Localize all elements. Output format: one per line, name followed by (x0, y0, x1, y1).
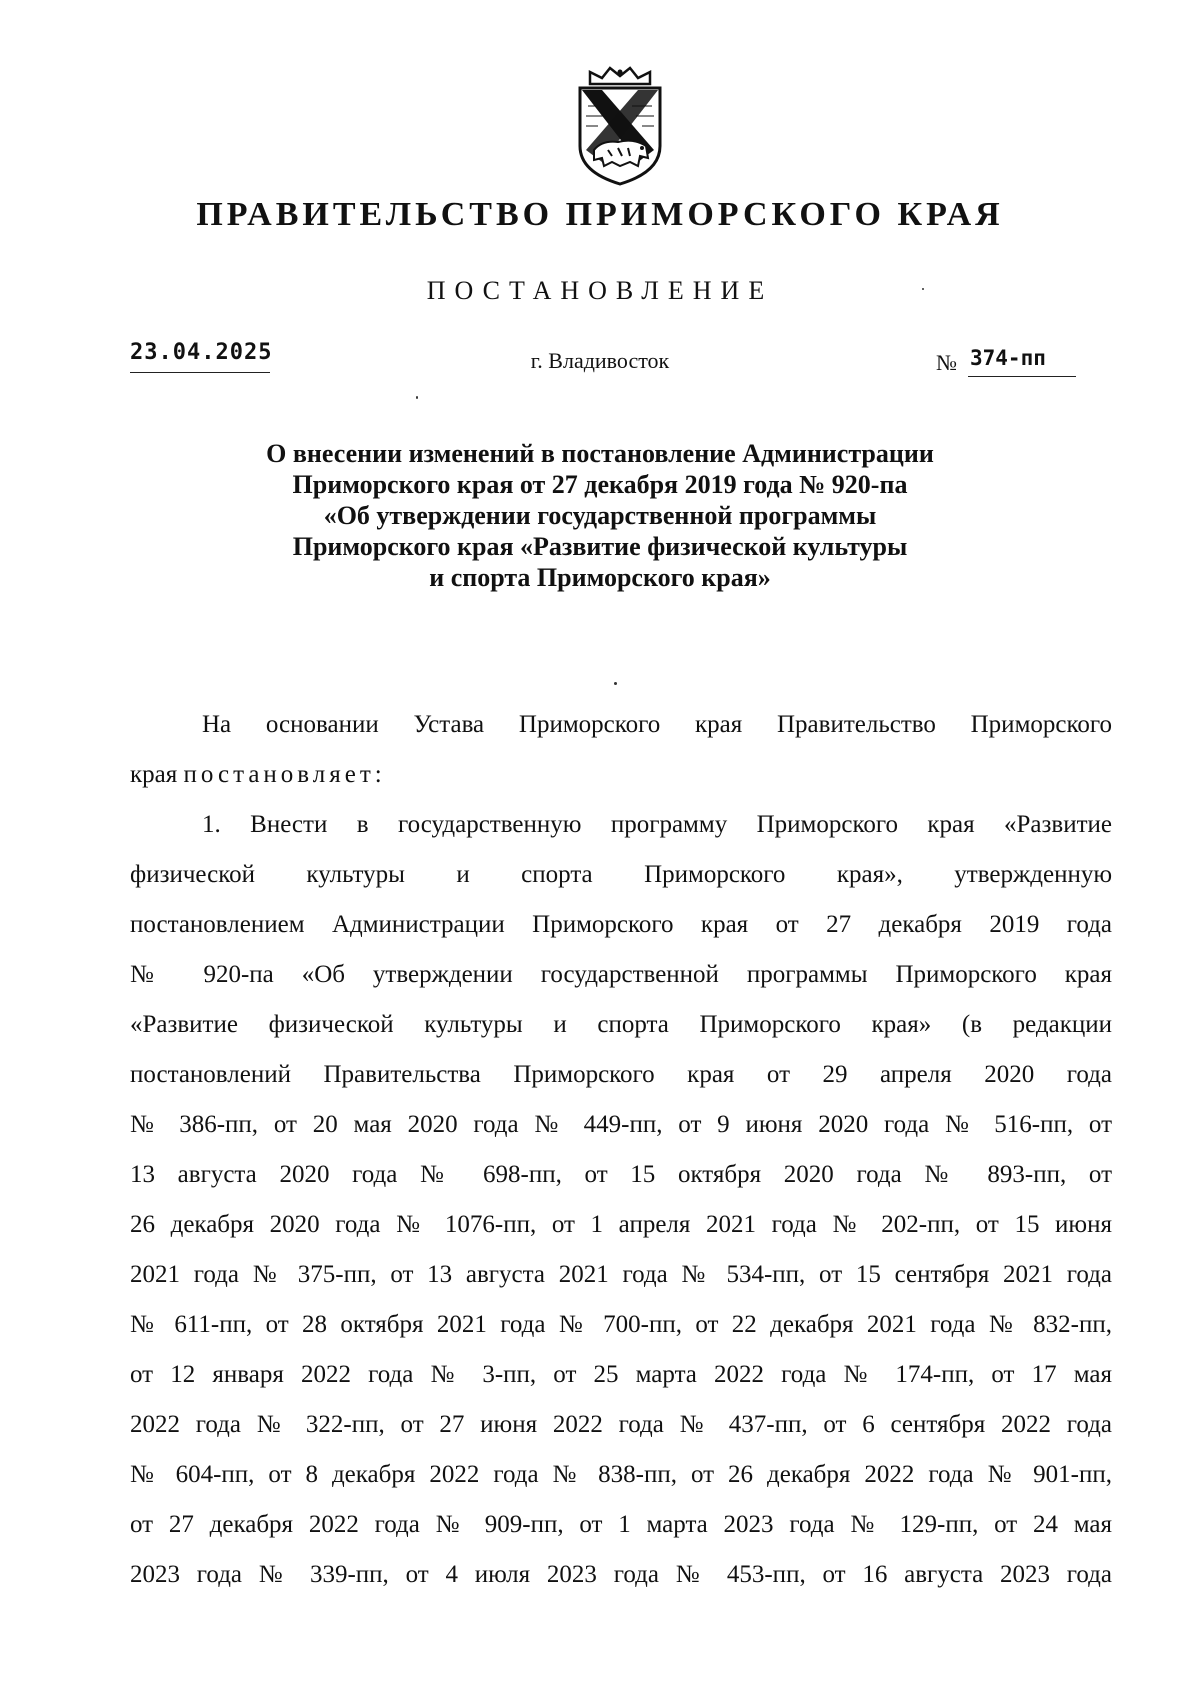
body-line: физической культуры и спорта Приморского края», утвержденную (130, 861, 1112, 888)
preamble-line: На основании Устава Приморского края Правительство Приморского (202, 711, 1112, 738)
coat-of-arms-emblem (568, 66, 672, 190)
government-title: ПРАВИТЕЛЬСТВО ПРИМОРСКОГО КРАЯ (196, 196, 1004, 233)
document-type: ПОСТАНОВЛЕНИЕ (426, 276, 774, 305)
body-line: от 27 декабря 2022 года № 909-пп, от 1 марта 2023 года № 129-пп, от 24 мая (130, 1511, 1112, 1538)
document-date: 23.04.2025 (130, 340, 273, 365)
body-line: 2023 года № 339-пп, от 4 июля 2023 года № 453-пп, от 16 августа 2023 года (130, 1561, 1112, 1588)
document-number: 374-пп (970, 346, 1046, 370)
document-city: г. Владивосток (530, 348, 670, 373)
scan-speck (416, 396, 418, 399)
body-line: от 12 января 2022 года № 3-пп, от 25 марта 2022 года № 174-пп, от 17 мая (130, 1361, 1112, 1388)
subject-line: Приморского края от 27 декабря 2019 года № 920-па (292, 470, 908, 499)
body-line: 1. Внести в государственную программу Приморского края «Развитие (202, 811, 1112, 838)
preamble-line (130, 750, 1112, 800)
resolves-word: постановляет: (183, 761, 386, 788)
number-underline (968, 376, 1076, 377)
preamble-text: края (130, 761, 184, 788)
scan-speck (922, 288, 924, 290)
body-line: № 386-пп, от 20 мая 2020 года № 449-пп, от 9 июня 2020 года № 516-пп, от (130, 1111, 1112, 1138)
body-line: постановлений Правительства Приморского края от 29 апреля 2020 года (130, 1061, 1112, 1088)
body-line: 2021 года № 375-пп, от 13 августа 2021 года № 534-пп, от 15 сентября 2021 года (130, 1261, 1112, 1288)
document-body (130, 700, 1112, 1600)
number-label: № (936, 350, 957, 375)
subject-line: О внесении изменений в постановление Администрации (266, 439, 934, 468)
subject-line: Приморского края «Развитие физической культуры (292, 532, 908, 561)
body-line: № 611-пп, от 28 октября 2021 года № 700-пп, от 22 декабря 2021 года № 832-пп, (130, 1311, 1112, 1338)
body-line: «Развитие физической культуры и спорта Приморского края» (в редакции (130, 1011, 1112, 1038)
body-line: 26 декабря 2020 года № 1076-пп, от 1 апреля 2021 года № 202-пп, от 15 июня (130, 1211, 1112, 1238)
scan-speck (614, 682, 617, 685)
body-line: 13 августа 2020 года № 698-пп, от 15 октября 2020 года № 893-пп, от (130, 1161, 1112, 1188)
document-subject (200, 438, 1000, 593)
body-line: № 604-пп, от 8 декабря 2022 года № 838-пп, от 26 декабря 2022 года № 901-пп, (130, 1461, 1112, 1488)
subject-line: «Об утверждении государственной программы (323, 501, 877, 530)
body-line: № 920-па «Об утверждении государственной программы Приморского края (130, 961, 1112, 988)
body-line: 2022 года № 322-пп, от 27 июня 2022 года № 437-пп, от 6 сентября 2022 года (130, 1411, 1112, 1438)
subject-line: и спорта Приморского края» (429, 563, 771, 592)
body-line: постановлением Администрации Приморского края от 27 декабря 2019 года (130, 911, 1112, 938)
